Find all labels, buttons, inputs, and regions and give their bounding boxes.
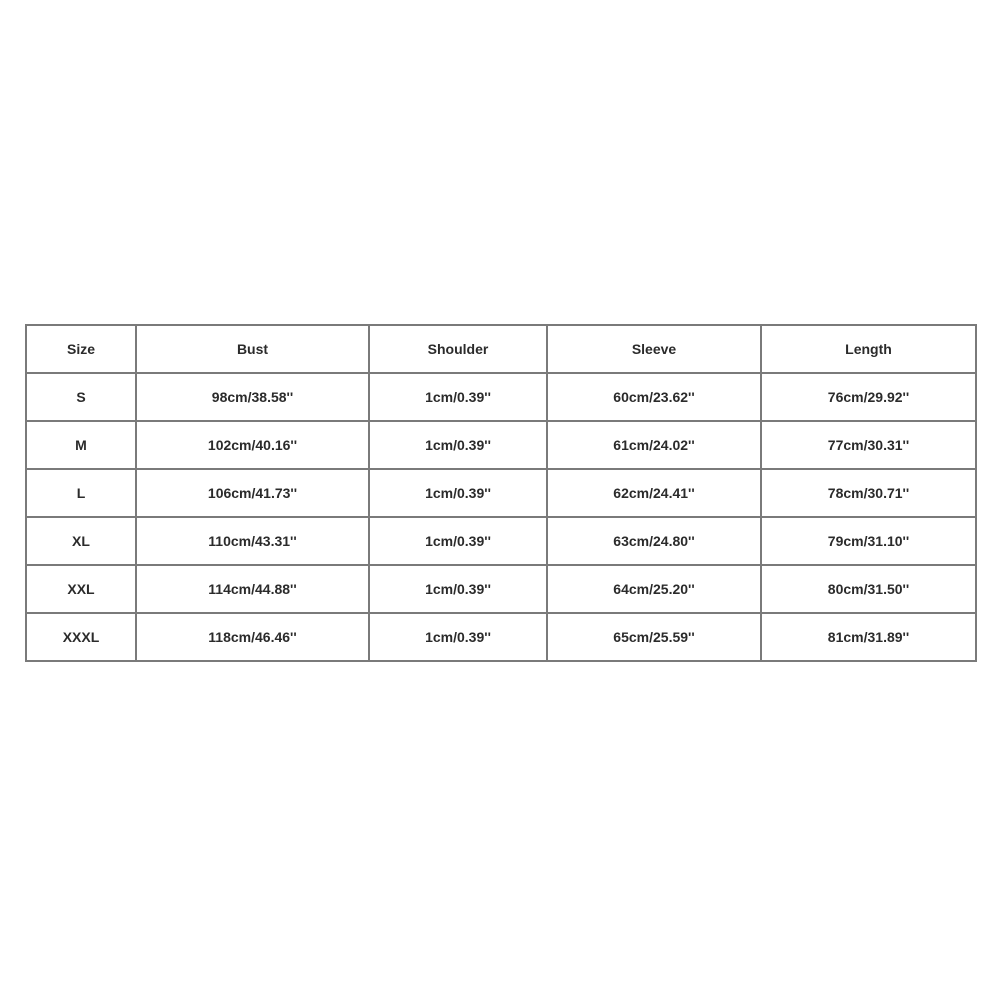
size-cell: L — [26, 469, 136, 517]
length-cell: 77cm/30.31'' — [761, 421, 976, 469]
table-header — [26, 325, 976, 373]
sleeve-cell: 62cm/24.41'' — [547, 469, 761, 517]
length-cell: 80cm/31.50'' — [761, 565, 976, 613]
column-header-sleeve: Sleeve — [547, 325, 761, 373]
shoulder-cell: 1cm/0.39'' — [369, 565, 547, 613]
sleeve-cell: 63cm/24.80'' — [547, 517, 761, 565]
bust-cell: 118cm/46.46'' — [136, 613, 369, 661]
shoulder-cell: 1cm/0.39'' — [369, 421, 547, 469]
bust-cell: 98cm/38.58'' — [136, 373, 369, 421]
shoulder-cell: 1cm/0.39'' — [369, 517, 547, 565]
shoulder-cell: 1cm/0.39'' — [369, 613, 547, 661]
bust-cell: 114cm/44.88'' — [136, 565, 369, 613]
table-row — [26, 613, 976, 661]
table-row — [26, 565, 976, 613]
shoulder-cell: 1cm/0.39'' — [369, 469, 547, 517]
table-row — [26, 469, 976, 517]
size-cell: M — [26, 421, 136, 469]
sleeve-cell: 61cm/24.02'' — [547, 421, 761, 469]
sleeve-cell: 65cm/25.59'' — [547, 613, 761, 661]
size-cell: XXL — [26, 565, 136, 613]
header-row — [26, 325, 976, 373]
length-cell: 76cm/29.92'' — [761, 373, 976, 421]
table-row — [26, 421, 976, 469]
table-row — [26, 517, 976, 565]
size-chart-table — [25, 324, 977, 662]
shoulder-cell: 1cm/0.39'' — [369, 373, 547, 421]
size-cell: XXXL — [26, 613, 136, 661]
bust-cell: 110cm/43.31'' — [136, 517, 369, 565]
column-header-size: Size — [26, 325, 136, 373]
column-header-bust: Bust — [136, 325, 369, 373]
bust-cell: 102cm/40.16'' — [136, 421, 369, 469]
table-body — [26, 373, 976, 661]
size-cell: XL — [26, 517, 136, 565]
sleeve-cell: 60cm/23.62'' — [547, 373, 761, 421]
column-header-shoulder: Shoulder — [369, 325, 547, 373]
bust-cell: 106cm/41.73'' — [136, 469, 369, 517]
length-cell: 81cm/31.89'' — [761, 613, 976, 661]
table-row — [26, 373, 976, 421]
sleeve-cell: 64cm/25.20'' — [547, 565, 761, 613]
size-cell: S — [26, 373, 136, 421]
length-cell: 78cm/30.71'' — [761, 469, 976, 517]
length-cell: 79cm/31.10'' — [761, 517, 976, 565]
column-header-length: Length — [761, 325, 976, 373]
